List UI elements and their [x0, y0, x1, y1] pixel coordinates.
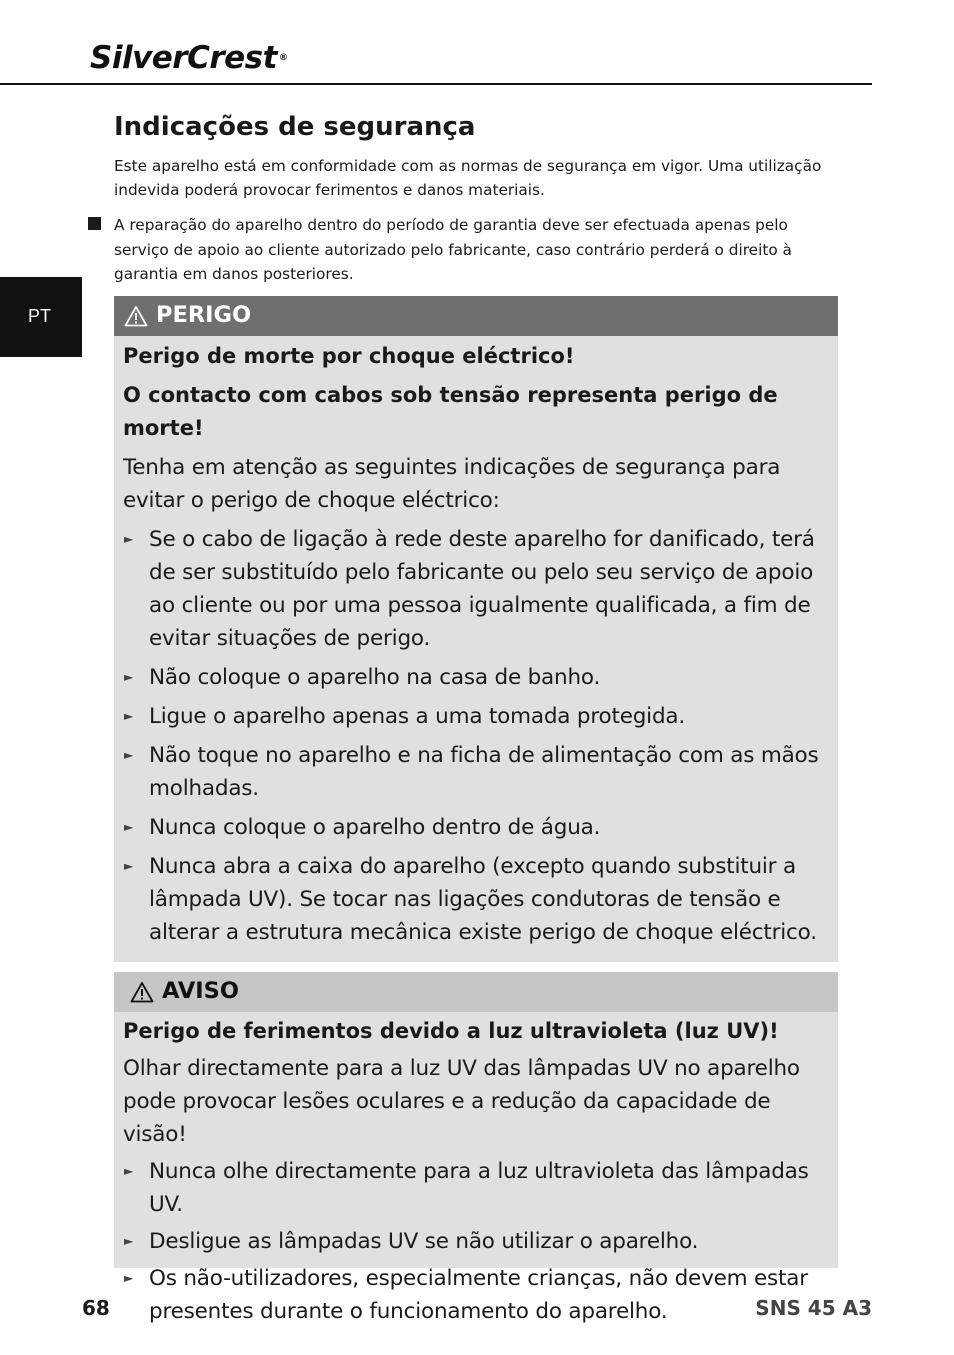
list-item: ► Nunca abra a caixa do aparelho (excepto quando substituir a lâmpada UV). Se tocar nas ligações condutoras de tensão e alterar a estrutura mecânica existe perigo de choque eléctrico. — [123, 850, 830, 949]
section-title: Indicações de segurança — [114, 112, 476, 142]
model-number: SNS 45 A3 — [755, 1296, 872, 1320]
warning-triangle-icon — [130, 981, 154, 1003]
registered-mark: ® — [278, 53, 288, 63]
page-number: 68 — [82, 1296, 110, 1320]
list-item: ► Se o cabo de ligação à rede deste aparelho for danificado, terá de ser substituído pelo fabricante ou pelo seu serviço de apoio ao cliente ou por uma pessoa igualmente qualificada, a fim de evitar situações de perigo. — [123, 523, 830, 655]
warning-intro-text: Olhar directamente para a luz UV das lâmpadas UV no aparelho pode provocar lesões oculares e a redução da capacidade de visão! — [123, 1056, 800, 1147]
brand-logo — [90, 38, 287, 78]
language-tab-label: PT — [28, 306, 52, 326]
list-item: ► Os não-utilizadores, especialmente crianças, não devem estar presentes durante o funcionamento do aparelho. — [123, 1262, 830, 1328]
list-item: ► Nunca coloque o aparelho dentro de água. — [123, 811, 830, 844]
warranty-note: A reparação do aparelho dentro do período de garantia deve ser efectuada apenas pelo serviço de apoio ao cliente autorizado pelo fabricante, caso contrário perderá o direito à garantia em danos posteriores. — [114, 216, 792, 283]
triangle-bullet-icon: ► — [124, 532, 134, 546]
triangle-bullet-icon: ► — [124, 709, 134, 723]
square-bullet-icon — [88, 217, 101, 230]
warning-label: AVISO — [162, 978, 240, 1004]
list-item: ► Desligue as lâmpadas UV se não utilizar o aparelho. — [123, 1225, 830, 1258]
danger-box — [114, 296, 838, 962]
brand-name: SilverCrest — [90, 40, 277, 76]
warning-heading: Perigo de ferimentos devido a luz ultravioleta (luz UV)! — [123, 1019, 779, 1043]
warning-box-header — [114, 972, 838, 1012]
list-item: ► Não toque no aparelho e na ficha de alimentação com as mãos molhadas. — [123, 739, 830, 805]
danger-intro-text: Tenha em atenção as seguintes indicações de segurança para evitar o perigo de choque eléctrico: — [123, 455, 781, 513]
triangle-bullet-icon: ► — [124, 1271, 134, 1285]
header-divider — [0, 83, 872, 85]
danger-box-header — [114, 296, 838, 336]
warning-triangle-icon — [124, 305, 148, 327]
list-item: ► Não coloque o aparelho na casa de banho. — [123, 661, 830, 694]
list-item: ► Nunca olhe directamente para a luz ultravioleta das lâmpadas UV. — [123, 1155, 830, 1221]
language-tab — [0, 277, 82, 357]
triangle-bullet-icon: ► — [124, 1164, 134, 1178]
triangle-bullet-icon: ► — [124, 820, 134, 834]
danger-heading-2: O contacto com cabos sob tensão representa perigo de morte! — [123, 383, 778, 440]
triangle-bullet-icon: ► — [124, 1234, 134, 1248]
intro-paragraph: Este aparelho está em conformidade com as normas de segurança em vigor. Uma utilização indevida poderá provocar ferimentos e danos materiais. — [114, 157, 822, 199]
triangle-bullet-icon: ► — [124, 748, 134, 762]
danger-label: PERIGO — [156, 302, 252, 328]
triangle-bullet-icon: ► — [124, 670, 134, 684]
danger-heading-1: Perigo de morte por choque eléctrico! — [123, 344, 575, 368]
triangle-bullet-icon: ► — [124, 859, 134, 873]
list-item: ► Ligue o aparelho apenas a uma tomada protegida. — [123, 700, 830, 733]
